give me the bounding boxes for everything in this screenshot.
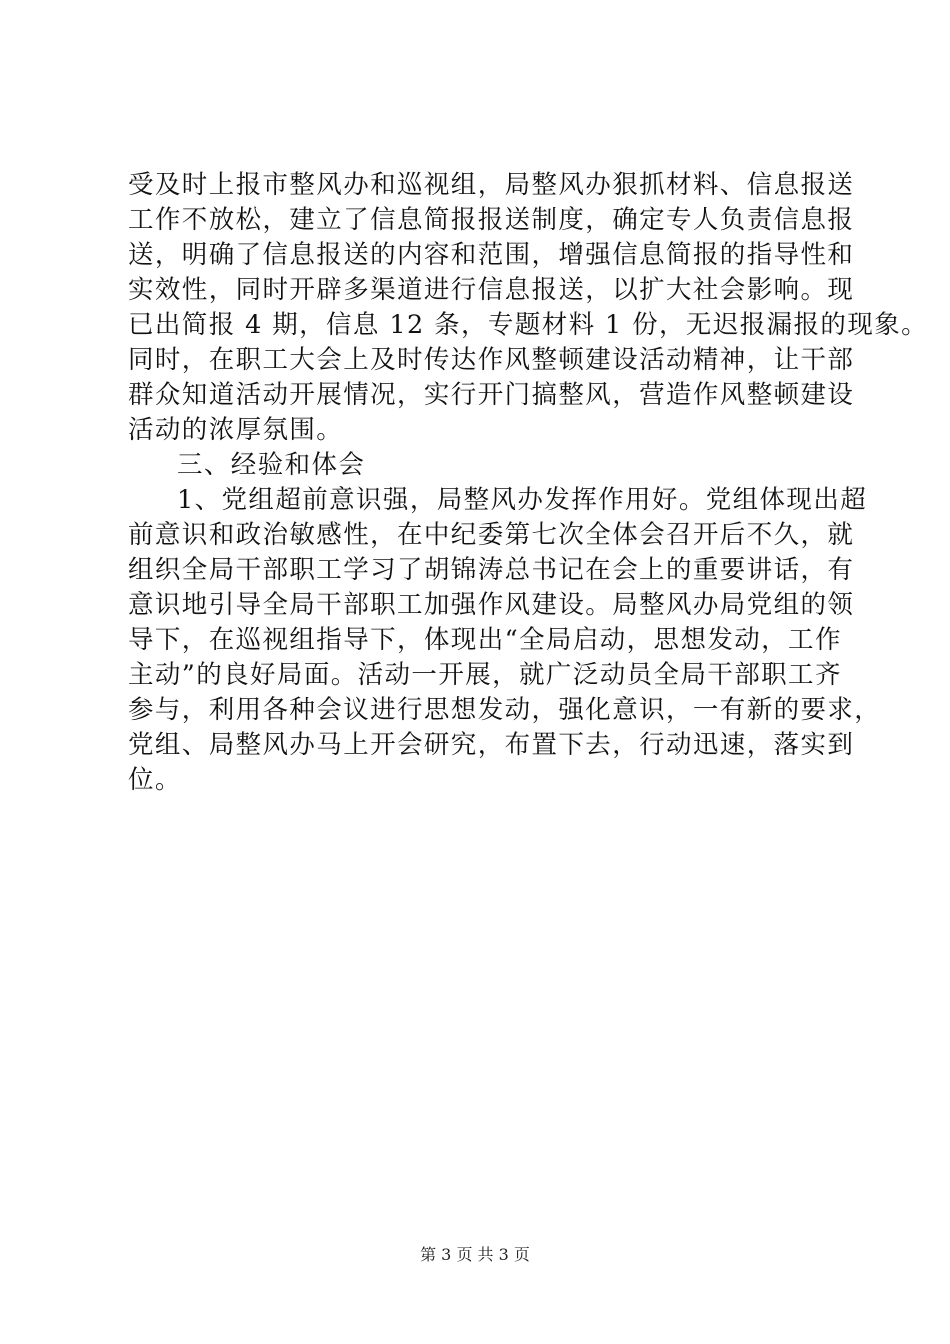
text-line: 前意识和政治敏感性，在中纪委第七次全体会召开后不久，就 — [128, 520, 855, 550]
text-line: 工作不放松，建立了信息简报报送制度，确定专人负责信息报 — [128, 205, 855, 235]
text-line: 位。 — [128, 765, 182, 795]
page-number-footer: 第 3 页 共 3 页 — [420, 1245, 530, 1264]
text-line: 同时，在职工大会上及时传达作风整顿建设活动精神，让干部 — [128, 345, 855, 375]
text-line: 党组、局整风办马上开会研究，布置下去，行动迅速，落实到 — [128, 730, 855, 760]
document-body — [128, 168, 929, 798]
paragraph-1 — [128, 168, 929, 448]
paragraph-2 — [128, 483, 882, 798]
text-line: 实效性，同时开辟多渠道进行信息报送，以扩大社会影响。现 — [128, 275, 855, 305]
text-line: 1、党组超前意识强，局整风办发挥作用好。党组体现出超 — [177, 485, 868, 515]
text-line: 组织全局干部职工学习了胡锦涛总书记在会上的重要讲话，有 — [128, 555, 855, 585]
section-heading: 三、经验和体会 — [177, 450, 366, 480]
text-line: 参与，利用各种会议进行思想发动，强化意识，一有新的要求， — [128, 695, 882, 725]
text-line: 意识地引导全局干部职工加强作风建设。局整风办局党组的领 — [128, 590, 855, 620]
text-line: 群众知道活动开展情况，实行开门搞整风，营造作风整顿建设 — [128, 380, 855, 410]
text-line: 活动的浓厚氛围。 — [128, 415, 344, 445]
text-line: 受及时上报市整风办和巡视组，局整风办狠抓材料、信息报送 — [128, 170, 855, 200]
text-line: 导下，在巡视组指导下，体现出“全局启动，思想发动，工作 — [128, 625, 842, 655]
text-line: 送，明确了信息报送的内容和范围，增强信息简报的指导性和 — [128, 240, 855, 270]
text-line: 主动”的良好局面。活动一开展，就广泛动员全局干部职工齐 — [128, 660, 842, 690]
text-line: 已出简报 4 期，信息 12 条，专题材料 1 份，无迟报漏报的现象。 — [128, 310, 929, 340]
